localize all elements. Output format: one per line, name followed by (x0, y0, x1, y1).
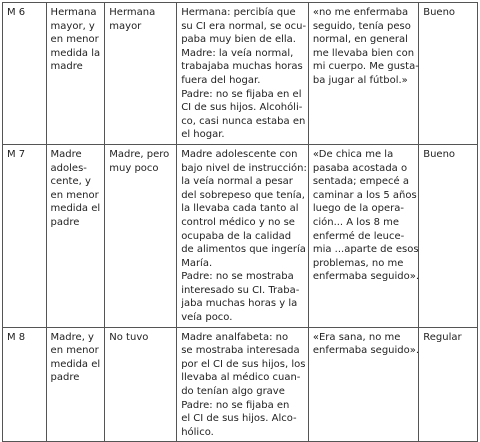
cell-text-line: en menor (50, 189, 99, 201)
cell-text-line: ba jugar al fútbol.» (312, 74, 408, 86)
table-row (3, 144, 478, 327)
cell-text-line: ción... A los 8 me (312, 216, 400, 228)
cell-text-line: «no me enfermaba (312, 7, 409, 18)
cell-text-line: padre (50, 216, 80, 228)
cell-text-line: CI de sus hijos. Alcohóli- (181, 102, 303, 114)
cell-text-line: enfermé de leuce- (312, 230, 405, 242)
cell-text-line: hólico. (181, 426, 214, 438)
cell-text-line: veía poco. (181, 312, 233, 324)
cell-text-line: trabajaba muchas horas (181, 61, 303, 73)
cell-text-line: llevaba al médico cuan- (181, 372, 301, 384)
cell-text-line: caminar a los 5 años (312, 189, 417, 201)
cell-text-line: madre (50, 61, 83, 73)
cell-text-line: en menor (50, 34, 99, 46)
cell-text-line: me llevaba bien con (312, 47, 415, 59)
cell-text-line: Madre, y (50, 331, 94, 343)
cell-text-line: jaba muchas horas y la (181, 298, 298, 310)
cell-text-line: pasaba acostada o (312, 162, 408, 174)
table-row (3, 327, 478, 442)
cell-text: Bueno (423, 7, 456, 18)
rating-cell (419, 327, 478, 442)
cell-text-line: Padre: no se mostraba (181, 271, 294, 283)
cell-text-line: mi cuerpo. Me gusta- (312, 61, 419, 73)
quote-cell (308, 3, 418, 145)
cell-text-line: María. (181, 257, 213, 269)
cell-text-line: sentada; empecé a (312, 176, 409, 188)
cell-text-line: se mostraba interesada (181, 345, 300, 357)
cell-text-line: problemas, no me (312, 257, 404, 269)
cell-text-line: Madre adolescente con (181, 148, 298, 160)
cell-text-line: cente, y (50, 176, 91, 188)
cell-text-line: medida el (50, 203, 101, 215)
description-cell (177, 3, 309, 145)
cell-text-line: No tuvo (109, 331, 149, 343)
cell-text: M 7 (7, 148, 26, 160)
cell-text-line: medida la (50, 47, 101, 59)
cell-text-line: control médico y no se (181, 216, 295, 228)
cell-text-line: padre (50, 372, 80, 384)
cell-text-line: fuera del hogar. (181, 74, 261, 86)
cell-text-line: Madre, pero (109, 148, 170, 160)
cell-text-line: Hermana: percibía que (181, 7, 296, 18)
cell-text-line: la llevaba cada tanto al (181, 203, 299, 215)
cell-text-line: seguido, tenía peso (312, 20, 411, 32)
rating-cell (419, 3, 478, 145)
caregiver-cell (46, 144, 105, 327)
cell-text-line: mayor (109, 20, 142, 32)
cell-text-line: Madre: la veía normal, (181, 47, 294, 59)
quote-cell (308, 327, 418, 442)
table-row (3, 3, 478, 145)
cell-text-line: bajo nivel de instrucción: (181, 162, 307, 174)
case-id-cell (3, 144, 47, 327)
cell-text-line: de alimentos que ingería (181, 244, 306, 256)
cell-text-line: paba muy bien de ella. (181, 34, 296, 46)
cell-text-line: del sobrepeso que tenía, (181, 189, 305, 201)
cell-text: M 6 (7, 7, 26, 18)
cell-text-line: muy poco (109, 162, 159, 174)
caregiver-cell (46, 327, 105, 442)
cell-text-line: «Era sana, no me (312, 331, 401, 343)
cell-text: M 8 (7, 331, 26, 343)
cell-text-line: por el CI de sus hijos, los (181, 358, 306, 370)
cell-text-line: medida el (50, 358, 101, 370)
cell-text-line: en menor (50, 345, 99, 357)
description-cell (177, 327, 309, 442)
cell-text-line: normal, en general (312, 34, 408, 46)
perception-cell (105, 144, 177, 327)
quote-cell (308, 144, 418, 327)
cell-text-line: enfermaba seguido». (312, 345, 420, 357)
perception-cell (105, 327, 177, 442)
cell-text-line: mia ...aparte de esos (312, 244, 419, 256)
caregiver-cell (46, 3, 105, 145)
cell-text-line: Madre analfabeta: no (181, 331, 289, 343)
case-id-cell (3, 3, 47, 145)
cell-text-line: Padre: no se fijaba en el (181, 88, 302, 100)
cell-text-line: luego de la opera- (312, 203, 404, 215)
cell-text-line: Padre: no se fijaba en (181, 399, 290, 411)
cell-text-line: la veía normal a pesar (181, 176, 293, 188)
cell-text-line: el hogar. (181, 129, 225, 141)
cell-text-line: adoles- (50, 162, 87, 174)
cell-text-line: Hermana (50, 7, 97, 18)
cell-text-line: interesado su CI. Traba- (181, 284, 300, 296)
cell-text-line: do tenían algo grave (181, 386, 285, 398)
cell-text-line: «De chica me la (312, 148, 394, 160)
rating-cell (419, 144, 478, 327)
cell-text-line: ocupaba de la calidad (181, 230, 292, 242)
cell-text-line: mayor, y (50, 20, 95, 32)
cell-text: Regular (423, 331, 462, 343)
description-cell (177, 144, 309, 327)
perception-cell (105, 3, 177, 145)
cell-text-line: el CI de sus hijos. Alco- (181, 413, 297, 425)
cell-text-line: co, casi nunca estaba en (181, 115, 306, 127)
case-id-cell (3, 327, 47, 442)
cell-text-line: enfermaba seguido». (312, 271, 420, 283)
cell-text-line: Hermana (109, 7, 156, 18)
cell-text-line: su CI era normal, se ocu- (181, 20, 307, 32)
table-body (3, 3, 478, 442)
data-table (2, 2, 478, 442)
cell-text-line: Madre (50, 148, 82, 160)
cell-text: Bueno (423, 148, 456, 160)
